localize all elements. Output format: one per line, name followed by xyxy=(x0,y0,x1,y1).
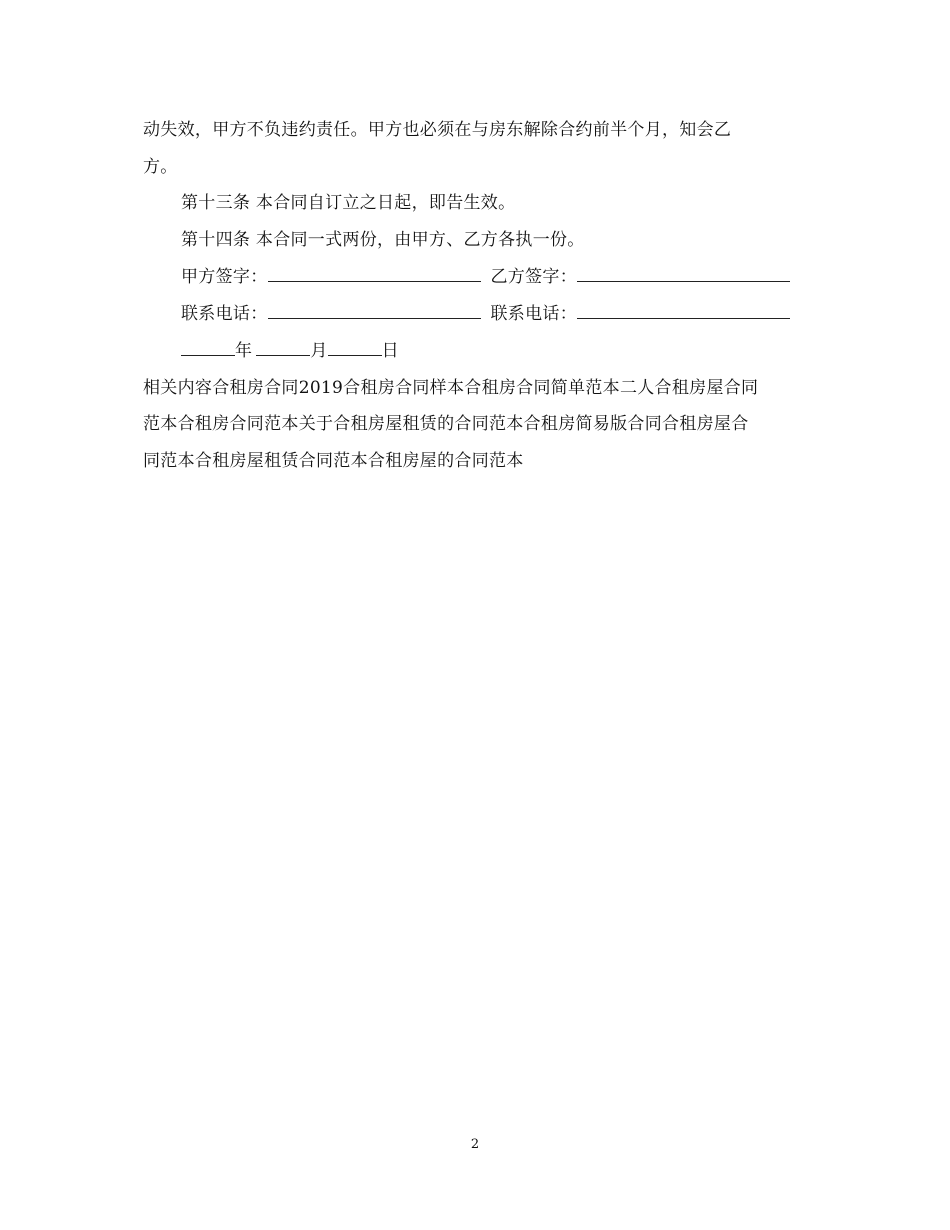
related-content-line-2: 范本合租房合同范本关于合租房屋租赁的合同范本合租房简易版合同合租房屋合 xyxy=(143,414,749,434)
signature-row xyxy=(181,266,790,288)
party-a-signature-blank xyxy=(268,267,481,282)
page-number: 2 xyxy=(470,1137,480,1152)
date-row xyxy=(181,340,399,362)
related-content-line-3: 同范本合租房屋租赁合同范本合租房屋的合同范本 xyxy=(143,451,524,471)
related-content-line-1: 相关内容合租房合同2019合租房合同样本合租房合同简单范本二人合租房屋合同 xyxy=(143,378,759,398)
party-a-signature-label: 甲方签字： xyxy=(181,267,268,287)
paragraph-continuation-line-1: 动失效，甲方不负违约责任。甲方也必须在与房东解除合约前半个月，知会乙 xyxy=(143,120,732,140)
day-label: 日 xyxy=(381,341,399,361)
party-b-phone-label: 联系电话： xyxy=(490,304,577,324)
party-a-phone-label: 联系电话： xyxy=(181,304,268,324)
month-label: 月 xyxy=(310,341,328,361)
party-b-signature-label: 乙方签字： xyxy=(490,267,577,287)
article-14: 第十四条 本合同一式两份，由甲方、乙方各执一份。 xyxy=(181,230,585,250)
party-b-signature-blank xyxy=(577,267,790,282)
party-b-phone-blank xyxy=(577,304,790,319)
year-label: 年 xyxy=(235,341,253,361)
day-blank xyxy=(328,341,382,356)
year-blank xyxy=(181,341,235,356)
month-blank xyxy=(256,341,310,356)
party-a-phone-blank xyxy=(268,304,481,319)
paragraph-continuation-line-2: 方。 xyxy=(143,157,178,177)
article-13: 第十三条 本合同自订立之日起，即告生效。 xyxy=(181,193,516,213)
phone-row xyxy=(181,303,790,325)
